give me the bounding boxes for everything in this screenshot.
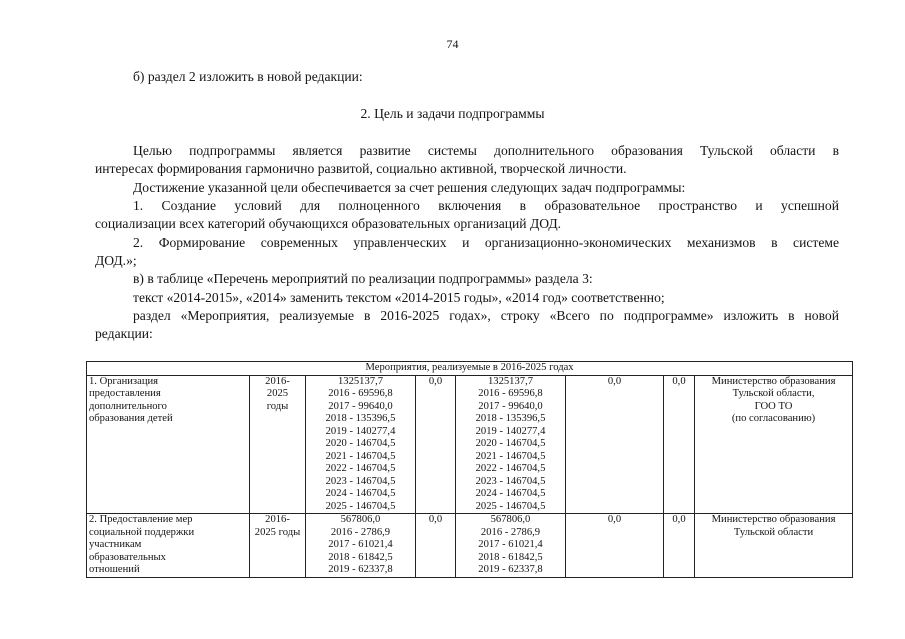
item-v-table: в) в таблице «Перечень мероприятий по реализации подпрограммы» раздела 3:: [133, 271, 593, 286]
funding-line: 2017 - 61021,4: [328, 539, 393, 550]
funding-line: 2019 - 140277,4: [475, 425, 546, 437]
activity-name-cell: [87, 514, 250, 578]
local-funding-cell: 0,0: [566, 375, 664, 514]
table-row: [87, 375, 853, 514]
funding-line: 2020 - 146704,5: [325, 438, 396, 449]
section-heading: 2. Цель и задачи подпрограммы: [360, 106, 545, 121]
activities-table: [86, 361, 853, 578]
task2-line-2: ДОД.»;: [95, 253, 137, 268]
task1-line-2: социализации всех категорий обучающихся образовательных организаций ДОД.: [95, 216, 562, 231]
total-funding-cell: [306, 514, 416, 578]
task2-line-1: 2. Формирование современных управленческих и организационно-экономических механизмов в системе: [133, 235, 839, 250]
funding-line: 2016 - 69596,8: [328, 388, 393, 399]
activity-name-line: социальной поддержки: [89, 526, 195, 538]
funding-line: 2019 - 62337,8: [328, 564, 393, 575]
table-header-row: [87, 362, 853, 376]
regional-funding-cell: [456, 375, 566, 514]
funding-line: 2019 - 62337,8: [478, 564, 543, 575]
activity-name-line: предоставления: [89, 388, 161, 399]
page-number: 74: [446, 37, 459, 51]
other-funding-cell: 0,0: [664, 514, 695, 578]
activity-name-line: образования детей: [89, 413, 173, 424]
period-cell: [250, 375, 306, 514]
funding-line: 567806,0: [340, 514, 381, 525]
executor-line: Министерство образования: [711, 375, 836, 387]
total-funding-cell: [306, 375, 416, 514]
executor-line: Министерство образования: [711, 514, 836, 525]
executor-cell: [695, 514, 853, 578]
other-funding-cell: 0,0: [664, 375, 695, 514]
funding-line: 2024 - 146704,5: [475, 488, 546, 499]
table-header: Мероприятия, реализуемые в 2016-2025 годах: [87, 362, 853, 376]
funding-line: 1325137,7: [487, 375, 534, 387]
funding-line: 2025 - 146704,5: [325, 500, 396, 512]
funding-line: 2022 - 146704,5: [325, 463, 396, 474]
funding-line: 2024 - 146704,5: [325, 488, 396, 499]
task1-line-1: 1. Создание условий для полноценного включения в образовательное пространство и успешной: [133, 198, 839, 213]
local-funding-cell: 0,0: [566, 514, 664, 578]
funding-line: 2018 - 135396,5: [325, 413, 396, 424]
funding-line: 2023 - 146704,5: [325, 475, 396, 487]
activity-name-line: [89, 514, 247, 527]
activity-name-line: 1. Организация: [89, 375, 159, 387]
funding-line: 2022 - 146704,5: [475, 463, 546, 474]
activity-name-line: отношений: [89, 564, 140, 575]
funding-line: 567806,0: [490, 514, 531, 525]
funding-line: 2018 - 61842,5: [478, 551, 543, 563]
regional-funding-cell: [456, 514, 566, 578]
funding-line: 1325137,7: [337, 375, 384, 387]
activity-name-line: участникам: [89, 539, 142, 550]
activity-name-line: дополнительного: [89, 400, 167, 412]
funding-line: 2021 - 146704,5: [475, 450, 546, 462]
period-line: годы: [266, 400, 289, 412]
period-line: 2016-: [265, 514, 290, 525]
period-line: 2025 годы: [254, 526, 301, 538]
executor-line: Тульской области: [733, 526, 814, 538]
period-cell: [250, 514, 306, 578]
funding-line: 2025 - 146704,5: [475, 500, 546, 512]
funding-line: 2016 - 69596,8: [478, 388, 543, 399]
executor-line: ГОО ТО: [754, 400, 793, 412]
funding-line: 2019 - 140277,4: [325, 425, 396, 437]
funding-line: 2016 - 2786,9: [480, 526, 541, 538]
funding-line: 2020 - 146704,5: [475, 438, 546, 449]
activity-name-cell: [87, 375, 250, 514]
section-line-2: редакции:: [95, 326, 153, 341]
goal-line-2: интересах формирования гармонично развитой, социально активной, творческой личности.: [95, 161, 627, 176]
executor-cell: [695, 375, 853, 514]
item-b-title: б) раздел 2 изложить в новой редакции:: [133, 69, 363, 84]
funding-line: 2016 - 2786,9: [330, 526, 391, 538]
section-line-1: раздел «Мероприятия, реализуемые в 2016-2025 годах», строку «Всего по подпрограмме» изложить в новой: [133, 308, 839, 323]
funding-line: 2018 - 135396,5: [475, 413, 546, 424]
goal-line-1: Целью подпрограммы является развитие системы дополнительного образования Тульской области в: [133, 143, 839, 158]
funding-line: 2017 - 99640,0: [478, 400, 543, 412]
funding-line: 2017 - 99640,0: [328, 400, 393, 412]
funding-line: 2021 - 146704,5: [325, 450, 396, 462]
federal-funding-cell: 0,0: [416, 514, 456, 578]
table-row: [87, 514, 853, 578]
funding-line: 2023 - 146704,5: [475, 475, 546, 487]
text-replace-line: текст «2014-2015», «2014» заменить текстом «2014-2015 годы», «2014 год» соответственно;: [133, 290, 665, 305]
executor-line: (по согласованию): [731, 413, 816, 424]
period-line: 2025: [266, 388, 289, 399]
federal-funding-cell: 0,0: [416, 375, 456, 514]
executor-line: Тульской области,: [732, 388, 815, 399]
funding-line: 2017 - 61021,4: [478, 539, 543, 550]
period-line: 2016-: [265, 375, 290, 387]
achievement-line: Достижение указанной цели обеспечивается за счет решения следующих задач подпрограммы:: [133, 180, 686, 195]
name-word: 2. Предоставление мер: [89, 514, 193, 525]
activity-name-line: образовательных: [89, 551, 166, 563]
funding-line: 2018 - 61842,5: [328, 551, 393, 563]
